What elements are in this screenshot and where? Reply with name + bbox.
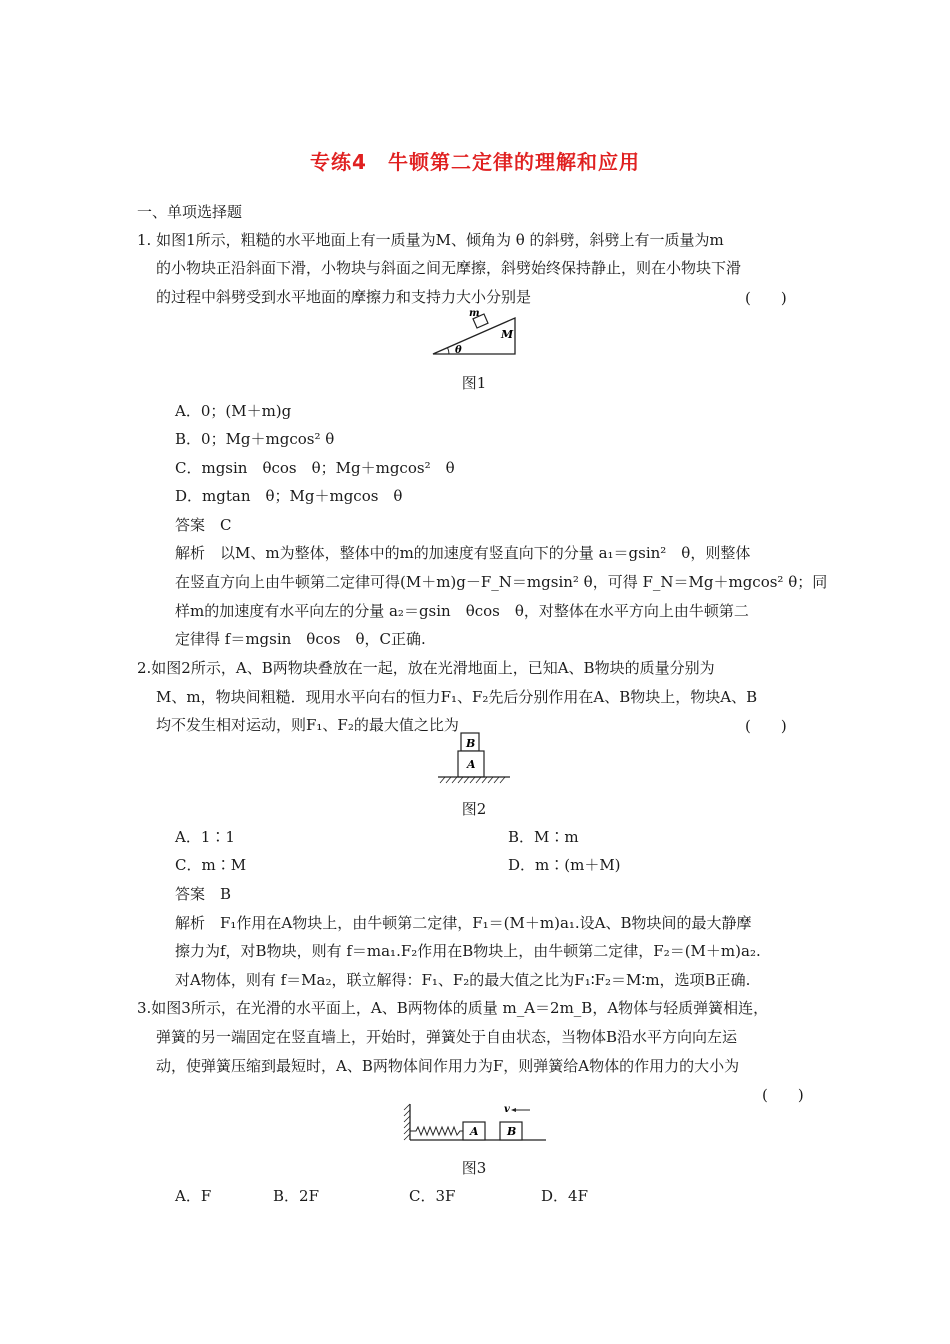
q2-analysis-1: 解析 F₁作用在A物块上，由牛顿第二定律，F₁＝(M＋m)a₁.设A、B物块间的最大静摩: [175, 914, 752, 932]
q3-answer-paren: ( ): [762, 1086, 804, 1104]
q1-analysis-1: 解析 以M、m为整体，整体中的m的加速度有竖直向下的分量 a₁＝gsin² θ，则整体: [175, 544, 751, 562]
q2-option-a: A．1∶1: [175, 828, 235, 846]
figure-3-caption: 图3: [461, 1159, 487, 1177]
figure-3-spring-blocks: [400, 1098, 550, 1148]
label-v: v: [504, 1104, 510, 1115]
q1-option-a: A．0；(M＋m)g: [175, 402, 292, 420]
q1-option-d: D．mgtan θ；Mg＋mgcos θ: [175, 487, 403, 505]
q1-answer: 答案 C: [175, 516, 232, 534]
q3-line-3: 动，使弹簧压缩到最短时，A、B两物体间作用力为F，则弹簧给A物体的作用力的大小为: [156, 1057, 740, 1075]
q2-option-c: C．m∶M: [175, 856, 247, 874]
wall-hatch: [404, 1104, 410, 1140]
q2-line-1: 2.如图2所示，A、B两物块叠放在一起，放在光滑地面上，已知A、B物块的质量分别为: [137, 659, 715, 677]
q3-option-d: D．4F: [541, 1187, 588, 1205]
q2-answer: 答案 B: [175, 885, 232, 903]
q3-line-1: 3.如图3所示，在光滑的水平面上，A、B两物体的质量 m_A＝2m_B，A物体与轻质弹簧相连，: [137, 999, 769, 1017]
q3-option-a: A．F: [175, 1187, 212, 1205]
angle-arc: [448, 348, 449, 354]
label-block-a: A: [467, 758, 476, 771]
q1-analysis-4: 定律得 f＝mgsin θcos θ，C正确.: [175, 630, 426, 648]
q3-line-2: 弹簧的另一端固定在竖直墙上，开始时，弹簧处于自由状态，当物体B沿水平方向向左运: [156, 1028, 738, 1046]
label-block-a: A: [470, 1125, 479, 1138]
page-title: 专练4 牛顿第二定律的理解和应用: [310, 150, 640, 174]
q2-line-3: 均不发生相对运动，则F₁、F₂的最大值之比为: [156, 716, 459, 734]
label-theta: θ: [455, 345, 462, 356]
label-m: m: [469, 308, 480, 319]
q3-option-c: C．3F: [409, 1187, 456, 1205]
q1-analysis-2: 在竖直方向上由牛顿第二定律可得(M＋m)g－F_N＝mgsin² θ，可得 F_N＝Mg＋mgcos² θ；同: [175, 573, 828, 591]
q2-line-2: M、m，物块间粗糙．现用水平向右的恒力F₁、F₂先后分别作用在A、B物块上，物块A、B: [156, 688, 758, 706]
q3-option-b: B．2F: [273, 1187, 319, 1205]
q2-analysis-2: 擦力为f，对B物块，则有 f＝ma₁.F₂作用在B物块上，由牛顿第二定律，F₂＝(M＋m)a₂.: [175, 942, 761, 960]
spring: [410, 1127, 463, 1135]
velocity-arrowhead: [511, 1108, 516, 1112]
q2-option-b: B．M∶m: [508, 828, 579, 846]
figure-2-caption: 图2: [461, 800, 487, 818]
q1-line-3: 的过程中斜劈受到水平地面的摩擦力和支持力大小分别是: [156, 288, 532, 306]
label-block-b: B: [466, 737, 476, 750]
label-block-b: B: [507, 1125, 517, 1138]
figure-1-caption: 图1: [461, 374, 487, 392]
figure-2-stacked-blocks: [434, 730, 514, 788]
q1-analysis-3: 样m的加速度有水平向左的分量 a₂＝gsin θcos θ，对整体在水平方向上由牛顿第二: [175, 602, 749, 620]
q1-line-1: 1. 如图1所示，粗糙的水平地面上有一质量为M、倾角为 θ 的斜劈，斜劈上有一质量为m: [137, 231, 724, 249]
q2-answer-paren: ( ): [745, 717, 787, 735]
section-heading: 一、单项选择题: [137, 203, 243, 221]
q1-option-b: B．0；Mg＋mgcos² θ: [175, 430, 335, 448]
q2-analysis-3: 对A物体，则有 f＝Ma₂，联立解得：F₁、F₂的最大值之比为F₁∶F₂＝M∶m，选项B正确.: [175, 971, 751, 989]
q1-option-c: C．mgsin θcos θ；Mg＋mgcos² θ: [175, 459, 455, 477]
q1-answer-paren: ( ): [745, 289, 787, 307]
ground-hatch: [440, 777, 505, 783]
q1-line-2: 的小物块正沿斜面下滑，小物块与斜面之间无摩擦，斜劈始终保持静止，则在小物块下滑: [156, 259, 742, 277]
q2-option-d: D．m∶(m＋M): [508, 856, 621, 874]
label-M: M: [501, 328, 514, 341]
figure-1-incline: [425, 304, 525, 360]
